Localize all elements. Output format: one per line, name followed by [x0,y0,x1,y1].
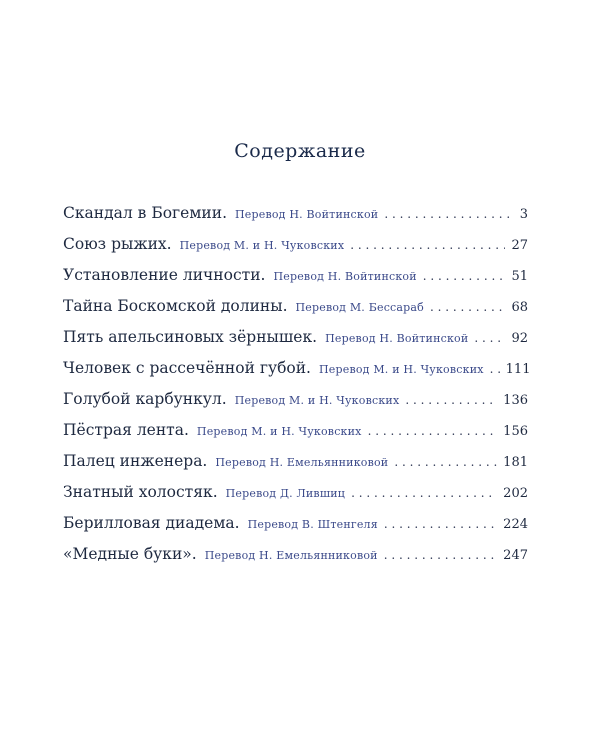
dot-leader [351,478,497,509]
translator-credit: Перевод Д. Лившиц [225,487,346,500]
translator-credit: Перевод Н. Войтинской [273,270,417,283]
story-title: Тайна Боскомской долины. [63,297,288,315]
toc-entry [63,260,528,291]
story-title: Голубой карбункул. [63,390,227,408]
story-title: Скандал в Богемии. [63,204,227,222]
story-title: Установление личности. [63,266,266,284]
toc-entry [63,446,528,477]
page-number: 136 [503,393,528,408]
toc-entry [63,322,528,353]
dot-leader [490,354,500,385]
page-number: 181 [503,455,528,470]
toc-entry [63,198,528,229]
dot-leader [405,385,497,416]
toc-entry [63,415,528,446]
story-title: Человек с рассечённой губой. [63,359,311,377]
story-title: Пять апельсиновых зёрнышек. [63,328,318,346]
toc-list [63,198,531,570]
translator-credit: Перевод Н. Войтинской [235,208,379,221]
page-number: 247 [503,548,528,563]
story-title: Союз рыжих. [63,235,172,253]
translator-credit: Перевод В. Штенгеля [247,518,378,531]
page-number: 224 [503,517,528,532]
translator-credit: Перевод М. и Н. Чуковских [234,394,400,407]
page-number: 27 [511,238,528,253]
toc-entry [63,384,528,415]
story-title: Пёстрая лента. [63,421,189,439]
dot-leader [474,323,505,354]
page-number: 156 [503,424,528,439]
translator-credit: Перевод Н. Емельянниковой [215,456,389,469]
translator-credit: Перевод М. и Н. Чуковских [196,425,362,438]
story-title: Знатный холостяк. [63,483,218,501]
dot-leader [384,540,497,571]
dot-leader [350,230,505,261]
dot-leader [430,292,505,323]
translator-credit: Перевод М. и Н. Чуковских [179,239,345,252]
translator-credit: Перевод М. Бессараб [295,301,424,314]
toc-entry [63,508,528,539]
toc-entry [63,539,528,570]
translator-credit: Перевод Н. Войтинской [325,332,469,345]
page-number: 68 [511,300,528,315]
dot-leader [368,416,498,447]
toc-entry [63,477,528,508]
page-number: 51 [511,269,528,284]
toc-entry [63,291,528,322]
dot-leader [384,509,497,540]
page-number: 111 [505,362,531,377]
toc-entry [63,353,531,384]
translator-credit: Перевод М. и Н. Чуковских [319,363,484,376]
dot-leader [423,261,506,292]
page-number: 202 [503,486,528,501]
translator-credit: Перевод Н. Емельянниковой [204,549,378,562]
story-title: «Медные буки». [63,545,197,563]
page-number: 92 [511,331,528,346]
page-number: 3 [519,207,528,222]
story-title: Берилловая диадема. [63,514,240,532]
dot-leader [394,447,497,478]
story-title: Палец инженера. [63,452,208,470]
dot-leader [384,199,513,230]
toc-heading: Содержание [234,140,366,162]
toc-entry [63,229,528,260]
